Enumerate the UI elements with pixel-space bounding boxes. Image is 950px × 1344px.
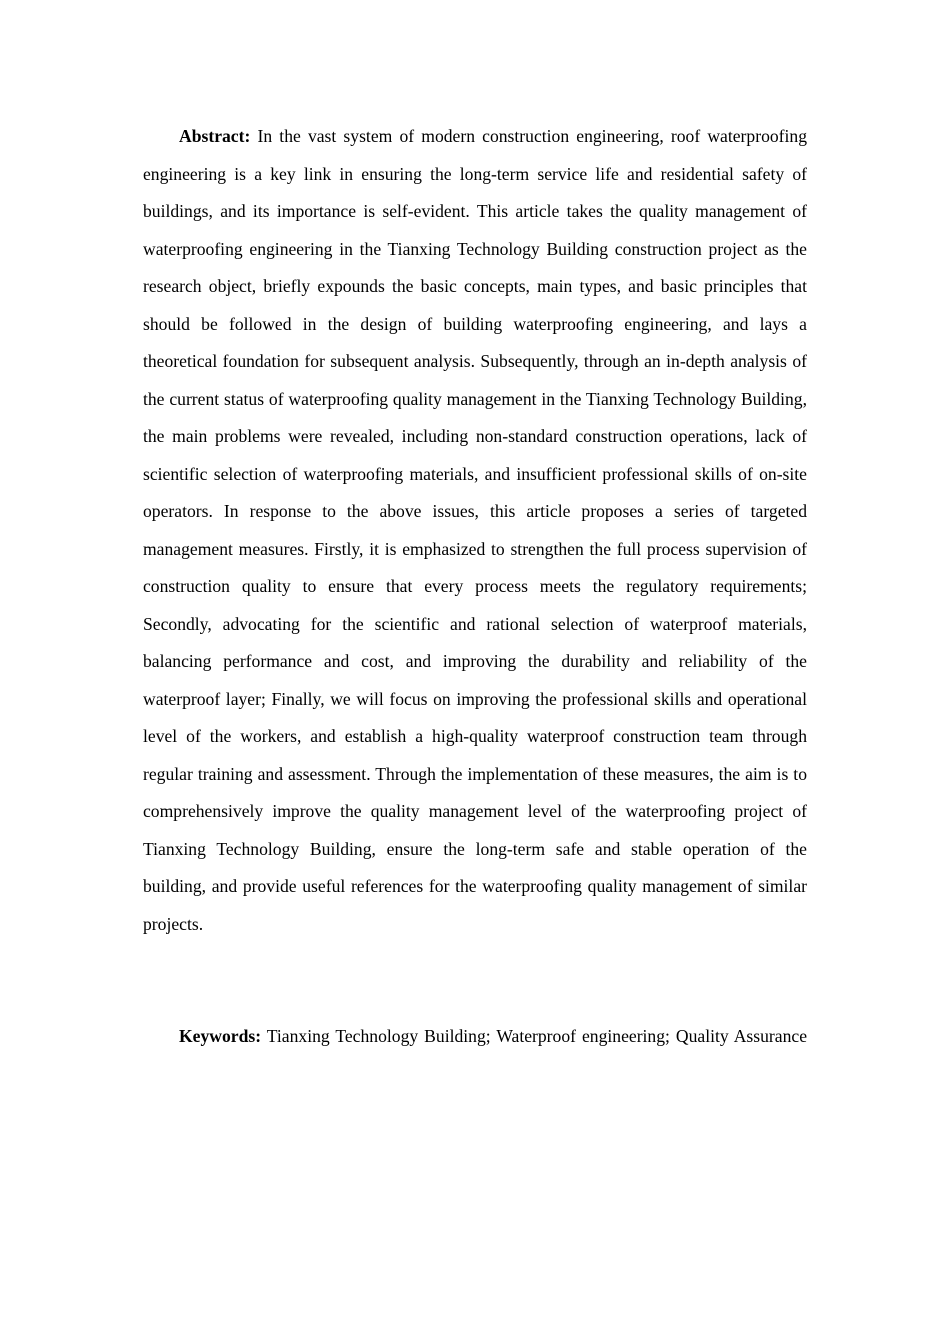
abstract-label: Abstract: — [179, 126, 251, 146]
page-content — [143, 118, 807, 1093]
paragraph-spacer — [143, 981, 807, 1019]
abstract-paragraph — [143, 118, 807, 981]
keywords-paragraph — [143, 1018, 807, 1093]
abstract-body: In the vast system of modern construction engineering, roof waterproofing engineering is a key link in ensuring the long-term service life and residential safety of buildings, and its importance is self-evident. This article takes the quality management of waterproofing engineering in the Tianxing Technology Building construction project as the research object, briefly expounds the basic concepts, main types, and basic principles that should be followed in the design of building waterproofing engineering, and lays a theoretical foundation for subsequent analysis. Subsequently, through an in-depth analysis of the current status of waterproofing quality management in the Tianxing Technology Building, the main problems were revealed, including non-standard construction operations, lack of scientific selection of waterproofing materials, and insufficient professional skills of on-site operators. In response to the above issues, this article proposes a series of targeted management measures. Firstly, it is emphasized to strengthen the full process supervision of construction quality to ensure that every process meets the regulatory requirements; Secondly, advocating for the scientific and rational selection of waterproof materials, balancing performance and cost, and improving the durability and reliability of the waterproof layer; Finally, we will focus on improving the professional skills and operational level of the workers, and establish a high-quality waterproof construction team through regular training and assessment. Through the implementation of these measures, the aim is to comprehensively improve the quality management level of the waterproofing project of Tianxing Technology Building, ensure the long-term safe and stable operation of the building, and provide useful references for the waterproofing quality management of similar projects. — [143, 126, 807, 934]
keywords-body: Tianxing Technology Building; Waterproof engineering; Quality Assurance — [261, 1026, 807, 1046]
keywords-label: Keywords: — [179, 1026, 262, 1046]
